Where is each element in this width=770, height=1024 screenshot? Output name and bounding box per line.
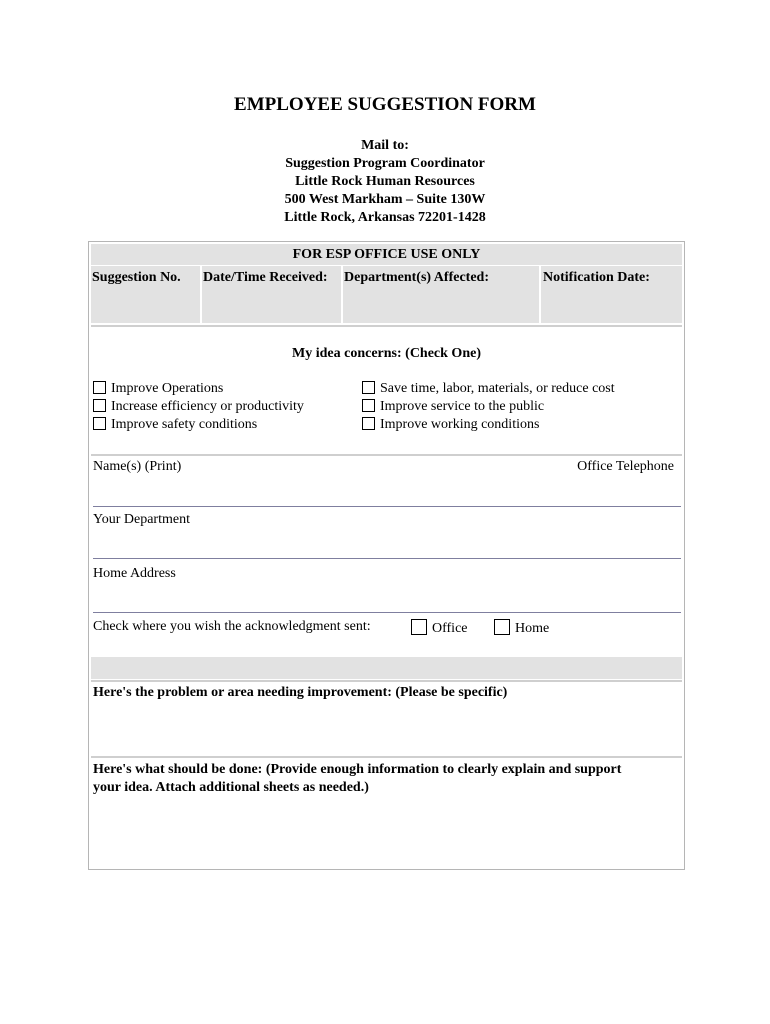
concern-label: Improve working conditions <box>380 417 540 432</box>
concern-label: Increase efficiency or productivity <box>111 399 304 414</box>
department-label: Your Department <box>93 512 190 527</box>
concern-option[interactable] <box>362 399 544 415</box>
ack-office-label: Office <box>432 621 468 636</box>
ack-office-option[interactable] <box>411 619 468 637</box>
mail-street: 500 West Markham – Suite 130W <box>284 192 486 207</box>
problem-textarea[interactable] <box>91 704 682 754</box>
concern-option[interactable] <box>362 381 615 397</box>
suggestion-no-label: Suggestion No. <box>92 270 181 285</box>
checkbox-icon[interactable] <box>93 417 106 430</box>
concern-option[interactable] <box>93 381 223 397</box>
suggestion-no-field[interactable] <box>91 266 200 323</box>
office-use-header <box>91 244 682 265</box>
concern-label: Save time, labor, materials, or reduce cost <box>380 381 615 396</box>
concerns-heading: My idea concerns: (Check One) <box>292 346 481 361</box>
concern-label: Improve safety conditions <box>111 417 258 432</box>
address-label: Home Address <box>93 566 176 581</box>
section-divider <box>91 325 682 327</box>
mail-department: Little Rock Human Resources <box>295 174 475 189</box>
mail-recipient: Suggestion Program Coordinator <box>285 156 485 171</box>
names-label: Name(s) (Print) <box>93 459 182 474</box>
checkbox-icon[interactable] <box>93 399 106 412</box>
mail-city: Little Rock, Arkansas 72201-1428 <box>284 210 486 225</box>
concern-option[interactable] <box>362 417 539 433</box>
section-divider <box>91 756 682 758</box>
names-input-line[interactable] <box>93 506 681 507</box>
concern-option[interactable] <box>93 399 304 415</box>
solution-textarea[interactable] <box>91 800 682 866</box>
mail-to-label: Mail to: <box>361 138 409 153</box>
departments-affected-label: Department(s) Affected: <box>344 270 489 285</box>
mailing-address <box>0 137 770 227</box>
checkbox-icon[interactable] <box>362 381 375 394</box>
telephone-label: Office Telephone <box>577 459 674 474</box>
notification-date-label: Notification Date: <box>543 270 650 285</box>
checkbox-icon[interactable] <box>93 381 106 394</box>
section-divider <box>91 680 682 682</box>
ack-home-label: Home <box>515 621 550 636</box>
departments-affected-field[interactable] <box>343 266 539 323</box>
ack-home-option[interactable] <box>494 619 549 637</box>
checkbox-icon[interactable] <box>362 417 375 430</box>
problem-label: Here's the problem or area needing improvement: (Please be specific) <box>93 685 508 700</box>
checkbox-icon[interactable] <box>411 619 427 635</box>
date-received-label: Date/Time Received: <box>203 270 328 285</box>
concern-label: Improve service to the public <box>380 399 545 414</box>
department-input-line[interactable] <box>93 558 681 559</box>
form-title: EMPLOYEE SUGGESTION FORM <box>234 94 536 115</box>
section-divider <box>91 454 682 456</box>
solution-label-line1: Here's what should be done: (Provide enough information to clearly explain and support <box>93 762 622 777</box>
office-use-label: FOR ESP OFFICE USE ONLY <box>292 247 481 262</box>
date-received-field[interactable] <box>202 266 341 323</box>
address-input-line[interactable] <box>93 612 681 613</box>
notification-date-field[interactable] <box>541 266 682 323</box>
solution-label-line2: your idea. Attach additional sheets as needed.) <box>93 780 369 795</box>
concern-label: Improve Operations <box>111 381 224 396</box>
suggestion-form <box>88 241 685 870</box>
spacer-bar <box>91 657 682 679</box>
checkbox-icon[interactable] <box>362 399 375 412</box>
concern-option[interactable] <box>93 417 257 433</box>
checkbox-icon[interactable] <box>494 619 510 635</box>
ack-label: Check where you wish the acknowledgment sent: <box>93 619 371 634</box>
